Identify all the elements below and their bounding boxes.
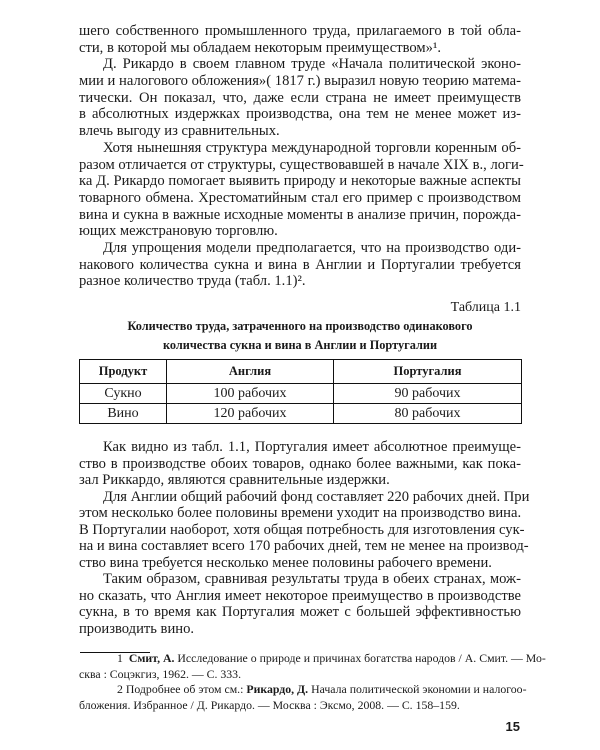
footnote-text: Начала политической экономии и налогоо- [308,682,527,696]
text-line: мии и налогового обложения»( 1817 г.) выразил новую теорию матема- [79,73,521,90]
labor-table [79,359,522,424]
table-cell: 120 рабочих [167,404,334,424]
text-line: Д. Рикардо в своем главном труде «Начала политической эконо- [103,56,521,73]
page-number: 15 [505,719,520,734]
footnote-2 [79,682,527,698]
text-line: Для Англии общий рабочий фонд составляет 220 рабочих дней. При [103,488,530,505]
footnote-text: Подробнее об этом см.: [122,682,247,696]
table-cell: Сукно [80,384,167,404]
table-title-line: количества сукна и вина в Англии и Португалии [162,338,438,352]
footnote-author: Рикардо, Д. [246,682,309,696]
text-line: этом несколько более половины времени уходит на производство вина. [79,505,522,521]
text-line: Для упрощения модели предполагается, что на производство оди- [103,239,521,256]
body-text-bottom [79,439,530,637]
text-line: В Португалии наоборот, хотя общая потребность для изготовления сук- [79,521,525,538]
table-title [79,317,521,355]
table-header-row [80,360,522,384]
body-text-top [79,23,524,290]
header-product: Продукт [80,360,167,384]
table-title-line: Количество труда, затраченного на производство одинакового [127,319,473,333]
text-line: сукна, в то время как Португалия может с большей эффективностью [79,604,521,620]
table-cell: 90 рабочих [334,384,522,404]
footnote-text: Исследование о природе и причинах богатства народов / А. Смит. — Мо- [174,651,546,665]
text-line: ство вина требуется несколько менее половины рабочего времени. [79,554,492,571]
footnote-number: 2 [117,682,123,696]
text-line: зал Риккардо, являются сравнительные издержки. [79,472,390,488]
footnote-1-cont: сква : Соцэкгиз, 1962. — С. 333. [79,666,242,681]
text-line: Таким образом, сравнивая результаты труда в обеих странах, мож- [103,571,521,587]
text-line: вина и сукна в важные исходные моменты в анализе причин, порожда- [79,206,521,223]
text-line: сти, в которой мы обладаем некоторым преимуществом»¹. [79,39,441,56]
footnote-2-cont: бложения. Избранное / Д. Рикардо. — Москва : Эксмо, 2008. — С. 158–159. [79,697,460,712]
table-row [80,404,522,424]
table-caption: Таблица 1.1 [450,300,521,315]
footnote-1 [79,651,546,667]
header-portugal: Португалия [334,360,522,384]
text-line: на и вина составляет всего 170 рабочих дней, тем не менее на производ- [79,538,529,554]
table-cell: Вино [80,404,167,424]
text-line: ющих межстрановую торговлю. [79,223,278,240]
text-line: разом отличается от структуры, существовавшей в начале XIX в., логи- [79,156,524,173]
footnote-number: 1 [117,651,123,665]
text-line: накового количества сукна и вина в Англии и Португалии требуется [79,256,521,273]
footnotes [79,651,546,713]
text-line: в абсолютных издержках производства, она тем не менее может из- [79,106,521,123]
text-line: ство в производстве обоих товаров, однако более важными, как пока- [79,455,521,472]
table-row [80,384,522,404]
text-line: тически. Он показал, что, даже если страна не имеет преимуществ [79,89,521,106]
header-england: Англия [167,360,334,384]
text-line: производить вино. [79,620,195,637]
table-cell: 100 рабочих [167,384,334,404]
text-line: шего собственного промышленного труда, прилагаемого в той обла- [79,23,521,39]
footnote-author: Смит, А. [128,651,175,665]
text-line: Как видно из табл. 1.1, Португалия имеет абсолютное преимуще- [103,439,521,455]
text-line: Хотя нынешняя структура международной торговли коренным об- [103,139,521,156]
text-line: ка Д. Рикардо помогает выявить природу и некоторые важные аспекты [79,173,521,190]
table-cell: 80 рабочих [334,404,522,424]
text-line: влечь выгоду из сравнительных. [79,123,280,140]
text-line: разное количество труда (табл. 1.1)². [79,273,306,290]
text-line: но сказать, что Англия имеет некоторое преимущество в производстве [79,587,521,604]
text-line: товарного обмена. Хрестоматийным стал его пример с производством [79,189,521,206]
